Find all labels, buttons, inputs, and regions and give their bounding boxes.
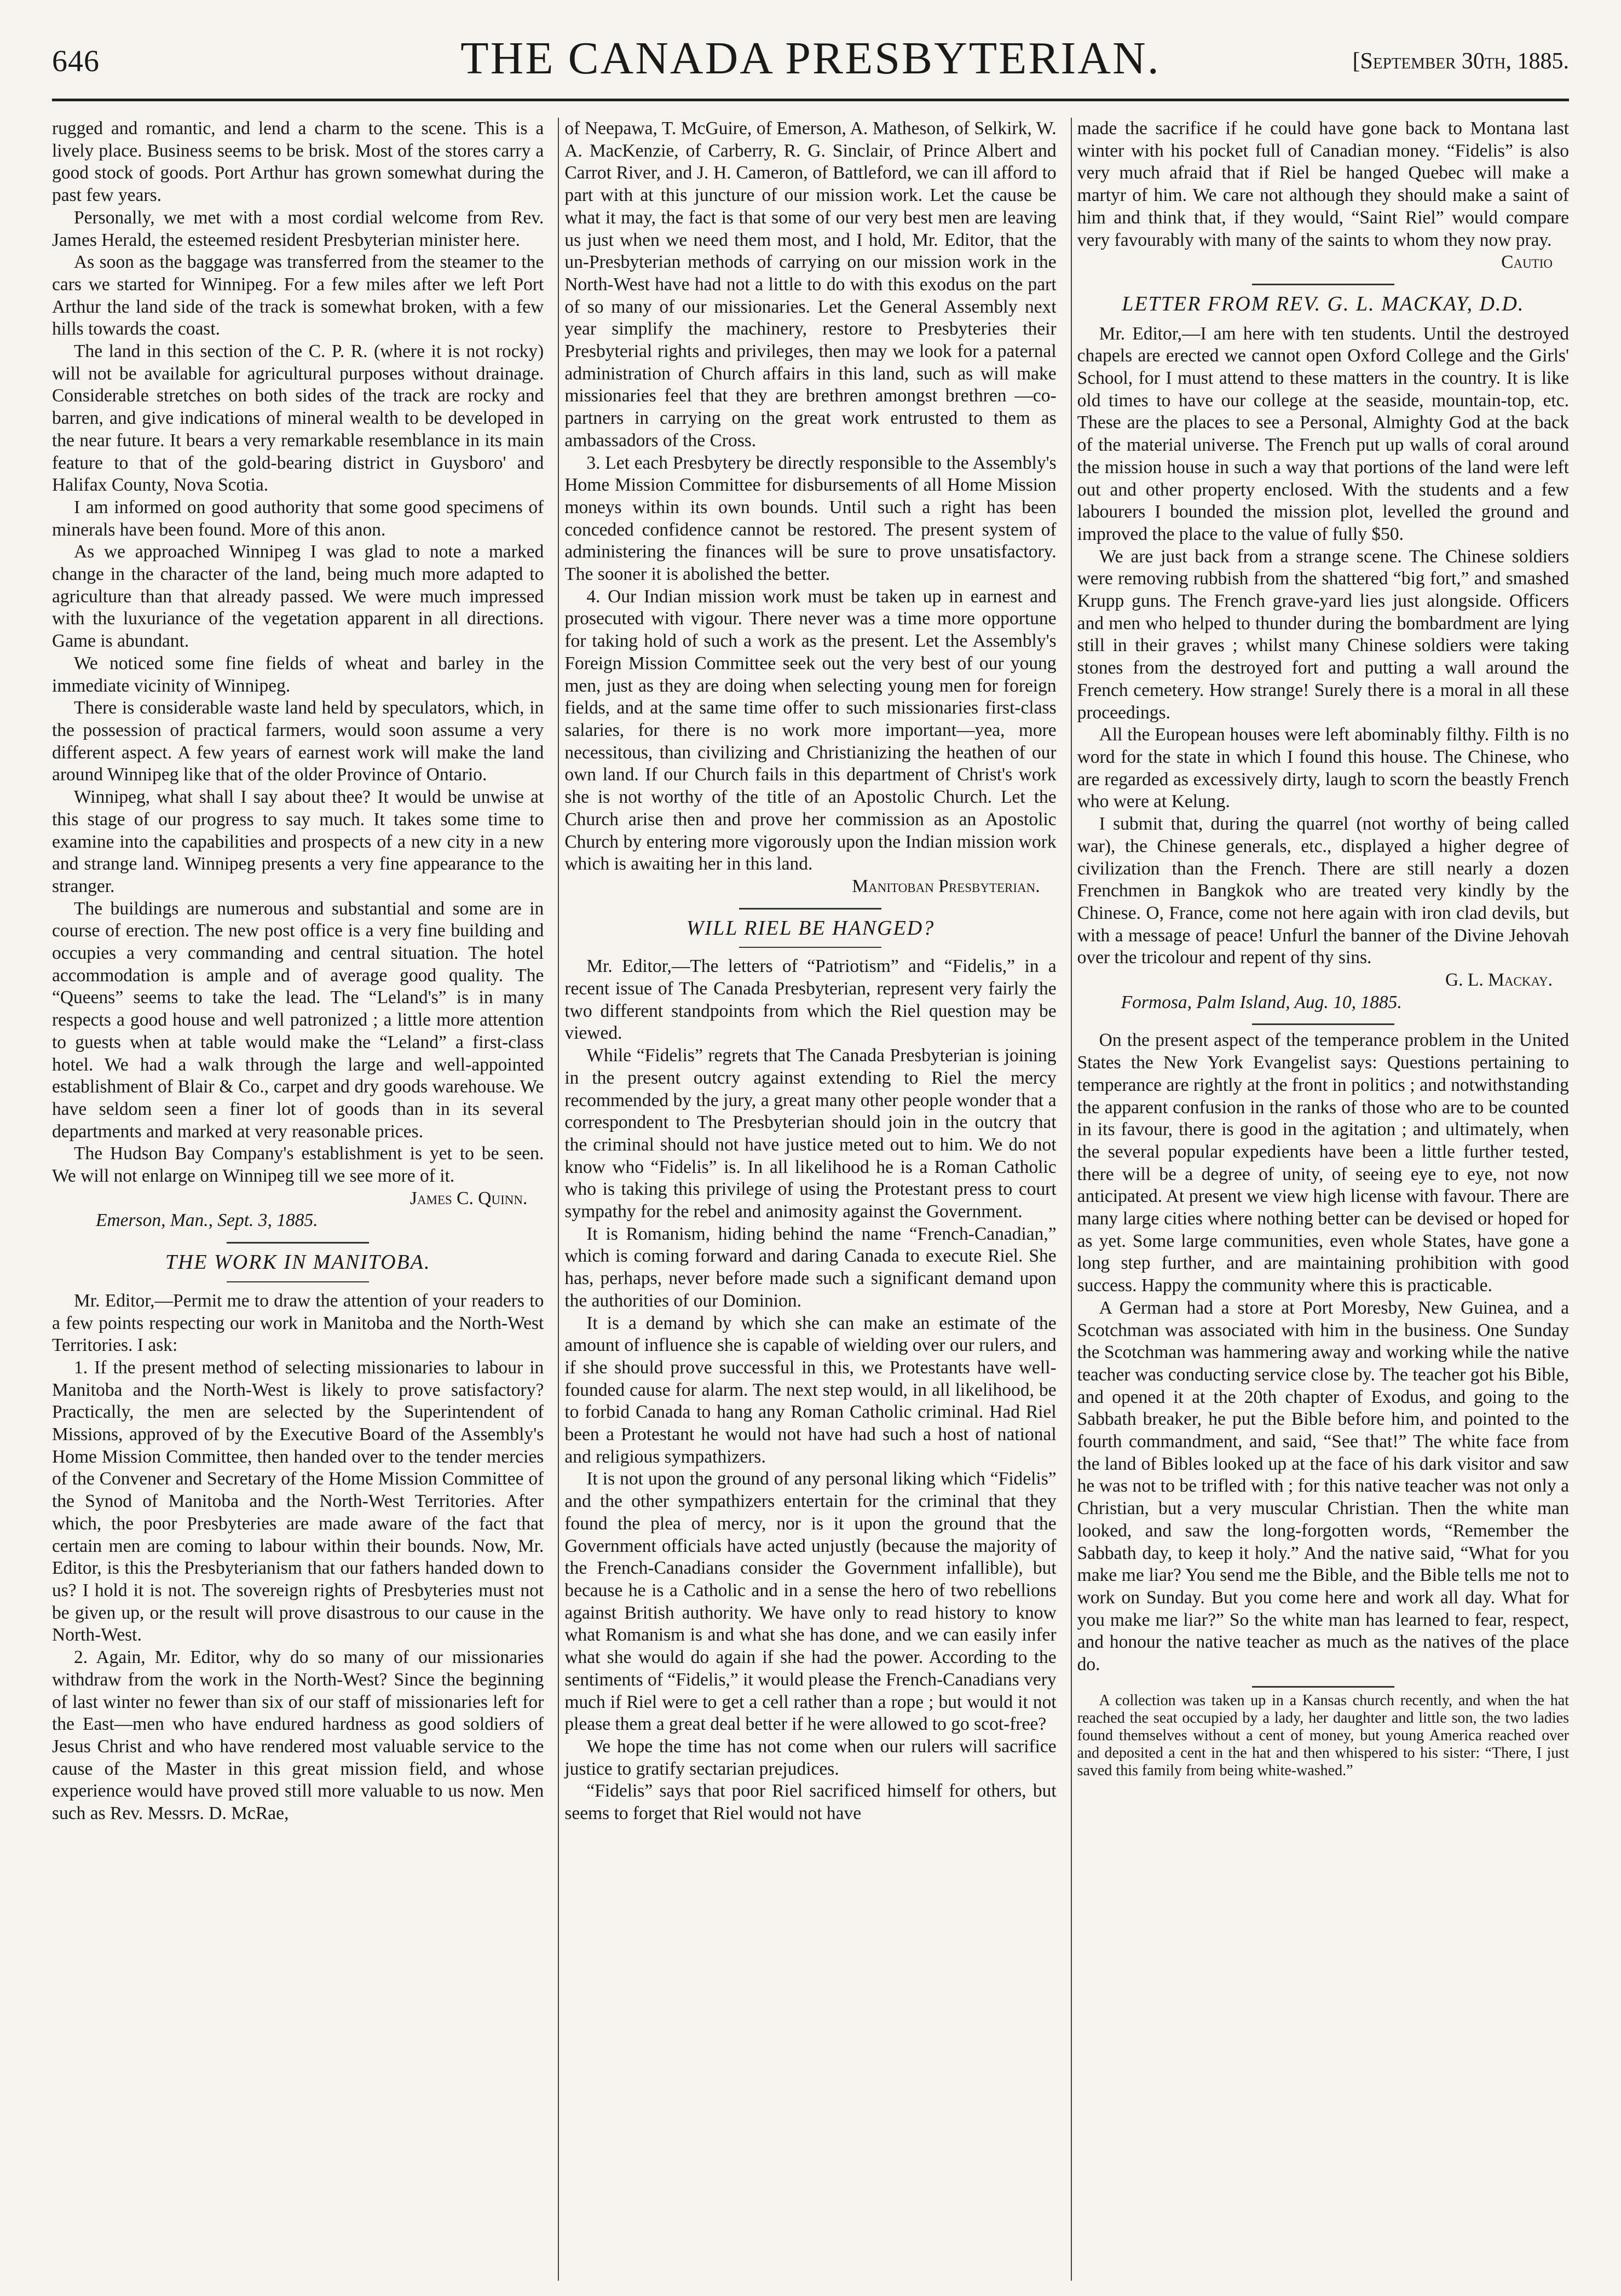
paragraph: Mr. Editor,—I am here with ten students. Until the destroyed chapels are erected we cannot open Oxford College and the Girls' School, for I must attend to these matters in the country. It is like old times to have our college at the seaside, mountain-top, etc. These are the places to see a Personal, Almighty God at the back of the material universe. The French put up walls of coral around the mission house in such a way that portions of the land were left out and other property enclosed. With the students and a few labourers I bounded the mission plot, levelled the ground and improved the place to the value of fully $50. bbox=[1077, 323, 1569, 544]
paragraph: As soon as the baggage was transferred from the steamer to the cars we started for Winnipeg. For a few miles after we left Port Arthur the land side of the track is somewhat broken, with a few hills towards the coast. bbox=[52, 252, 544, 339]
paragraph: Personally, we met with a most cordial welcome from Rev. James Herald, the esteemed resident Presbyterian minister here. bbox=[52, 207, 544, 250]
paragraph: made the sacrifice if he could have gone back to Montana last winter with his pocket full of Canadian money. “Fidelis” is also very much afraid that if Riel be hanged Quebec will make a martyr of him. We care not although they should make a saint of him and think that, if they would, “Saint Riel” would compare very favourably with many of the saints to whom they now pray. bbox=[1077, 118, 1569, 250]
paragraph: rugged and romantic, and lend a charm to the scene. This is a lively place. Business seems to be brisk. Most of the stores carry a good stock of goods. Port Arthur has grown somewhat during the past few years. bbox=[52, 118, 544, 206]
paragraph: “Fidelis” says that poor Riel sacrificed himself for others, but seems to forget that Riel would not have bbox=[564, 1781, 1057, 1824]
paragraph: Mr. Editor,—The letters of “Patriotism” and “Fidelis,” in a recent issue of The Canada Presbyterian, represent very fairly the two different standpoints from which the Riel question may be viewed. bbox=[564, 956, 1057, 1044]
paragraph: On the present aspect of the temperance problem in the United States the New York Evangelist says: Questions pertaining to temperance are rightly at the front in politics ; and notwithstanding the apparent confusion in the ranks of those who are to be counted in its favour, there is good in the agitation ; and ultimately, when the several popular expedients have been a little further tested, there will be a degree of unity, of seeing eye to eye, not now anticipated. At present we view high license with favour. There are many large cities where nothing better can be devised or hoped for as yet. Some large communities, even whole States, have gone a long step further, and are maintaining prohibition with good success. Happy the community where this is practicable. bbox=[1077, 1030, 1569, 1296]
paragraph: 2. Again, Mr. Editor, why do so many of our missionaries withdraw from the work in the North-West? Since the beginning of last winter no fewer than six of our staff of missionaries left for the East—men who have endured hardness as good soldiers of Jesus Christ and who have rendered most valuable service to the cause of the Master in this great mission field, and whose experience would have proved still more valuable to us now. Men such as Rev. Messrs. D. McRae, bbox=[52, 1647, 544, 1824]
paragraph: It is Romanism, hiding behind the name “French-Canadian,” which is coming forward and daring Canada to execute Riel. She has, perhaps, never before made such a significant demand upon the authorities of our Dominion. bbox=[564, 1223, 1057, 1311]
paragraph: We are just back from a strange scene. The Chinese soldiers were removing rubbish from the shattered “big fort,” and smashed Krupp guns. The French grave-yard lies just alongside. Officers and men who helped to thunder during the bombardment are lying still in their graves ; whilst many Chinese soldiers were taking stones from the destroyed fort and putting a wall around the French cemetery. How strange! Surely there is a moral in all these proceedings. bbox=[1077, 546, 1569, 723]
paragraph: of Neepawa, T. McGuire, of Emerson, A. Matheson, of Selkirk, W. A. MacKenzie, of Carberry, R. G. Sinclair, of Prince Albert and Carrot River, and J. H. Cameron, of Battleford, we can ill afford to part with at this juncture of our mission work. Let the cause be what it may, the fact is that some of our very best men are leaving us just when we need them most, and I hold, Mr. Editor, that the un-Presbyterian methods of carrying on our mission work in the North-West have had not a little to do with this exodus on the part of so many of our missionaries. Let the General Assembly next year simplify the machinery, restore to Presbyteries their Presbyterial rights and privileges, then may we look for a paternal administration of Church affairs in this land, such as will make missionaries feel that they are brethren amongst brethren —co-partners in carrying on the great work entrusted to them as ambassadors of the Cross. bbox=[564, 118, 1057, 451]
section-divider bbox=[1252, 1686, 1394, 1688]
section-divider bbox=[227, 1242, 369, 1244]
column-1 bbox=[52, 118, 544, 2281]
header-rule bbox=[52, 99, 1569, 101]
signature: James C. Quinn. bbox=[409, 1188, 528, 1209]
section-divider bbox=[739, 947, 881, 948]
paragraph: All the European houses were left abominably filthy. Filth is no word for the state in which I found this house. The Chinese, who are regarded as excessively dirty, laugh to scorn the beastly French who were at Kelung. bbox=[1077, 724, 1569, 812]
paragraph: Mr. Editor,—Permit me to draw the attention of your readers to a few points respecting our work in Manitoba and the North-West Territories. I ask: bbox=[52, 1290, 544, 1356]
signature: Cautio bbox=[1501, 252, 1553, 273]
masthead bbox=[52, 21, 1569, 103]
paragraph: While “Fidelis” regrets that The Canada Presbyterian is joining in the present outcry against extending to Riel the mercy recommended by the jury, a great many other people wonder that a correspondent to The Presbyterian should join in the outcry that the criminal should not have justice meted out to him. We do not know who “Fidelis” is. In all likelihood he is a Roman Catholic who is taking this privilege of using the Protestant press to court sympathy for the rebel and animosity against the Government. bbox=[564, 1045, 1057, 1222]
column-3 bbox=[1071, 118, 1569, 2281]
paragraph: As we approached Winnipeg I was glad to note a marked change in the character of the land, being much more adapted to agriculture than that already passed. We were much impressed with the luxuriance of the vegetation apparent in all directions. Game is abundant. bbox=[52, 542, 544, 652]
paragraph: I submit that, during the quarrel (not worthy of being called war), the Chinese generals, etc., displayed a higher degree of civilization than the French. There are still nearly a dozen Frenchmen in Bangkok who are treated very kindly by the Chinese. O, France, come not here again with iron clad devils, but with a message of peace! Unfurl the banner of the Divine Jehovah over the tricolour and repent of thy sins. bbox=[1077, 814, 1569, 968]
dateline-place: Emerson, Man., Sept. 3, 1885. bbox=[96, 1210, 318, 1231]
paragraph: We hope the time has not come when our rulers will sacrifice justice to gratify sectarian prejudices. bbox=[564, 1736, 1057, 1779]
paragraph: 3. Let each Presbytery be directly responsible to the Assembly's Home Mission Committee for disbursements of all Home Mission moneys within its own bounds. Until such a right has been conceded confidence cannot be restored. The present system of administering the finances will be sure to prove unsatisfactory. The sooner it is abolished the better. bbox=[564, 452, 1057, 585]
dateline-place: Formosa, Palm Island, Aug. 10, 1885. bbox=[1121, 992, 1402, 1012]
column-2 bbox=[558, 118, 1056, 2281]
section-divider bbox=[739, 908, 881, 910]
section-divider bbox=[1252, 1023, 1394, 1025]
article-heading: THE WORK IN MANITOBA. bbox=[165, 1251, 431, 1274]
page-number: 646 bbox=[52, 44, 100, 78]
signature: G. L. Mackay. bbox=[1445, 970, 1553, 991]
article-columns bbox=[52, 118, 1569, 2281]
section-divider bbox=[227, 1281, 369, 1282]
paragraph: It is not upon the ground of any personal liking which “Fidelis” and the other sympathizers entertain for the criminal that they found the plea of mercy, nor is it upon the ground that the Government officials have acted unjustly (because the majority of the French-Canadians consider the Government infallible), but because he is a Catholic and in a sense the hero of two rebellions against British authority. We have only to read history to know what Romanism is and what she has done, and we can easily infer what she would do again if she had the power. According to the sentiments of “Fidelis,” it would please the French-Canadians very much if Riel were to get a cell rather than a rope ; but would it not please them a great deal better if he were allowed to go scot-free? bbox=[564, 1469, 1057, 1735]
paragraph: 4. Our Indian mission work must be taken up in earnest and prosecuted with vigour. There never was a time more opportune for taking hold of such a work as the present. Let the Assembly's Foreign Mission Committee seek out the very best of our young men, just as they are doing when selecting young men for foreign fields, and at the same time offer to such missionaries first-class salaries, for there is no work more important—yea, more necessitous, than civilizing and Christianizing the heathen of our own land. If our Church fails in this department of Christ's work she is not worthy of the title of an Apostolic Church. Let the Church arise then and prove her commission as an Apostolic Church by entering more vigorously upon the Indian mission work which is awaiting her in this land. bbox=[564, 586, 1057, 874]
paragraph: It is a demand by which she can make an estimate of the amount of influence she is capable of wielding over our rulers, and if she should prove successful in this, we Protestants have well-founded cause for alarm. The next step would, in all likelihood, be to forbid Canada to hang any Roman Catholic criminal. Had Riel been a Protestant he would not have had such a host of national and religious sympathizers. bbox=[564, 1313, 1057, 1467]
paragraph: A German had a store at Port Moresby, New Guinea, and a Scotchman was associated with him in the business. One Sunday the Scotchman was hammering away and working while the native teacher was conducting service close by. The teacher got his Bible, and opened it at the 20th chapter of Exodus, and going to the Sabbath breaker, he put the Bible before him, and pointed to the fourth commandment, and said, “See that!” The white face from the land of Bibles looked up at the face of his dark visitor and saw he was not to be trifled with ; for this native teacher was not only a Christian, but a very muscular Christian. Then the white man looked, and saw the long-forgotten words, “Remember the Sabbath day, to keep it holy.” And the native said, “What for you make me liar? You send me the Bible, and the Bible tells me not to work on Sunday. But you come here and work all day. What for you make me liar?” So the white man has learned to fear, respect, and honour the native teacher as much as the natives of the place do. bbox=[1077, 1297, 1569, 1675]
signature: Manitoban Presbyterian. bbox=[852, 876, 1040, 896]
paragraph: The Hudson Bay Company's establishment is yet to be seen. We will not enlarge on Winnipeg till we see more of it. bbox=[52, 1143, 544, 1187]
paragraph: The land in this section of the C. P. R. (where it is not rocky) will not be available for agricultural purposes without drainage. Considerable stretches on both sides of the track are rocky and barren, and give indications of mineral wealth to be developed in the near future. It bears a very remarkable resemblance in its main feature to that of the gold-bearing district in Guysboro' and Halifax County, Nova Scotia. bbox=[52, 341, 544, 496]
paragraph: The buildings are numerous and substantial and some are in course of erection. The new post office is a very fine building and occupies a very commanding and central situation. The hotel accommodation is ample and of average good quality. The “Queens” seems to take the lead. The “Leland's” is in many respects a good house and well patronized ; a little more attention to guests when at table would make the “Leland” a first-class hotel. We had a walk through the large and well-appointed establishment of Blair & Co., carpet and dry goods warehouse. We have seldom seen a finer lot of goods than in its several departments and marked at very reasonable prices. bbox=[52, 898, 544, 1142]
issue-date: [September 30th, 1885. bbox=[1352, 49, 1569, 74]
paragraph: We noticed some fine fields of wheat and barley in the immediate vicinity of Winnipeg. bbox=[52, 653, 544, 696]
newspaper-title: THE CANADA PRESBYTERIAN. bbox=[460, 33, 1161, 84]
section-divider bbox=[1252, 284, 1394, 285]
paragraph: I am informed on good authority that some good specimens of minerals have been found. More of this anon. bbox=[52, 497, 544, 540]
paragraph: A collection was taken up in a Kansas church recently, and when the hat reached the seat occupied by a lady, her daughter and little son, the two ladies found themselves without a cent of money, but young America reached over and deposited a cent in the hat and then whispered to his sister: “There, I just saved this family from being white-washed.” bbox=[1077, 1691, 1569, 1779]
article-heading: WILL RIEL BE HANGED? bbox=[686, 916, 935, 940]
paragraph: There is considerable waste land held by speculators, which, in the possession of practical farmers, would soon assume a very different aspect. A few years of earnest work will make the land around Winnipeg like that of the older Province of Ontario. bbox=[52, 698, 544, 785]
article-heading: LETTER FROM REV. G. L. MACKAY, D.D. bbox=[1122, 292, 1525, 315]
paragraph: 1. If the present method of selecting missionaries to labour in Manitoba and the North-West is likely to prove satisfactory? Practically, the men are selected by the Superintendent of Missions, approved of by the Executive Board of the Assembly's Home Mission Committee, then handed over to the tender mercies of the Convener and Secretary of the Home Mission Committee of the Synod of Manitoba and the North-West Territories. After which, the poor Presbyteries are made aware of the fact that certain men are coming to labour within their bounds. Now, Mr. Editor, is this the Presbyterianism that our fathers handed down to us? I hold it is not. The sovereign rights of Presbyteries must not be given up, or the result will prove disastrous to our cause in the North-West. bbox=[52, 1357, 544, 1645]
paragraph: Winnipeg, what shall I say about thee? It would be unwise at this stage of our progress to say much. It takes some time to examine into the capabilities and prospects of a new city in a new and strange land. Winnipeg presents a very fine appearance to the stranger. bbox=[52, 787, 544, 896]
